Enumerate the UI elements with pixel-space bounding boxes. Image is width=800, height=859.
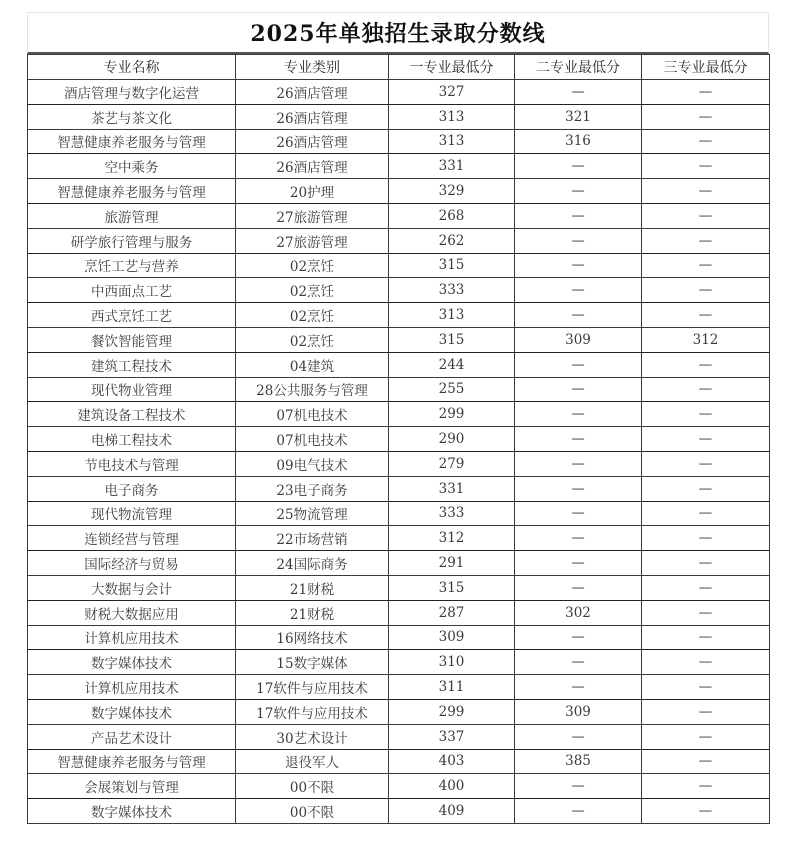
header-third-choice-min: 三专业最低分: [642, 55, 770, 80]
table-row: [28, 427, 770, 452]
header-second-choice-min: 二专业最低分: [515, 55, 642, 80]
cell-third-choice-min: —: [642, 80, 770, 105]
cell-major-name: 节电技术与管理: [28, 451, 236, 476]
cell-major-category: 00不限: [236, 774, 389, 799]
cell-major-name: 计算机应用技术: [28, 625, 236, 650]
cell-second-choice-min: —: [515, 253, 642, 278]
cell-second-choice-min: —: [515, 799, 642, 824]
cell-major-name: 烹饪工艺与营养: [28, 253, 236, 278]
cell-major-name: 现代物流管理: [28, 501, 236, 526]
cell-third-choice-min: —: [642, 526, 770, 551]
table-row: [28, 377, 770, 402]
cell-third-choice-min: —: [642, 179, 770, 204]
cell-first-choice-min: 331: [389, 154, 515, 179]
cell-third-choice-min: —: [642, 451, 770, 476]
table-row: [28, 104, 770, 129]
cell-major-category: 27旅游管理: [236, 203, 389, 228]
cell-major-name: 财税大数据应用: [28, 600, 236, 625]
header-first-choice-min: 一专业最低分: [389, 55, 515, 80]
cell-first-choice-min: 310: [389, 650, 515, 675]
cell-major-name: 电子商务: [28, 476, 236, 501]
table-row: [28, 203, 770, 228]
cell-first-choice-min: 337: [389, 724, 515, 749]
cell-major-category: 04建筑: [236, 352, 389, 377]
cell-major-category: 00不限: [236, 799, 389, 824]
cell-major-name: 智慧健康养老服务与管理: [28, 749, 236, 774]
table-row: [28, 575, 770, 600]
cell-major-category: 17软件与应用技术: [236, 675, 389, 700]
table-row: [28, 253, 770, 278]
table-row: [28, 551, 770, 576]
cell-major-name: 研学旅行管理与服务: [28, 228, 236, 253]
cell-second-choice-min: —: [515, 228, 642, 253]
table-row: [28, 699, 770, 724]
cell-second-choice-min: —: [515, 154, 642, 179]
cell-major-category: 02烹饪: [236, 327, 389, 352]
cell-first-choice-min: 309: [389, 625, 515, 650]
cell-second-choice-min: 302: [515, 600, 642, 625]
cell-major-category: 26酒店管理: [236, 104, 389, 129]
cell-first-choice-min: 409: [389, 799, 515, 824]
cell-third-choice-min: —: [642, 402, 770, 427]
cell-major-name: 餐饮智能管理: [28, 327, 236, 352]
cell-first-choice-min: 313: [389, 303, 515, 328]
cell-major-category: 07机电技术: [236, 402, 389, 427]
cell-second-choice-min: —: [515, 80, 642, 105]
cell-third-choice-min: —: [642, 278, 770, 303]
cell-first-choice-min: 287: [389, 600, 515, 625]
table-row: [28, 327, 770, 352]
cell-second-choice-min: —: [515, 625, 642, 650]
cell-third-choice-min: —: [642, 476, 770, 501]
cell-first-choice-min: 327: [389, 80, 515, 105]
cell-third-choice-min: —: [642, 724, 770, 749]
cell-third-choice-min: —: [642, 228, 770, 253]
table-row: [28, 526, 770, 551]
table-row: [28, 724, 770, 749]
cell-major-category: 22市场营销: [236, 526, 389, 551]
cell-first-choice-min: 315: [389, 253, 515, 278]
cell-second-choice-min: —: [515, 774, 642, 799]
cell-third-choice-min: —: [642, 427, 770, 452]
cell-major-name: 西式烹饪工艺: [28, 303, 236, 328]
cell-major-category: 02烹饪: [236, 303, 389, 328]
cell-major-category: 26酒店管理: [236, 129, 389, 154]
table-row: [28, 799, 770, 824]
cell-major-category: 退役军人: [236, 749, 389, 774]
cell-major-category: 28公共服务与管理: [236, 377, 389, 402]
cell-first-choice-min: 312: [389, 526, 515, 551]
cell-third-choice-min: —: [642, 501, 770, 526]
cell-major-name: 产品艺术设计: [28, 724, 236, 749]
admission-score-table: [27, 54, 770, 824]
cell-major-name: 茶艺与茶文化: [28, 104, 236, 129]
cell-second-choice-min: —: [515, 402, 642, 427]
table-row: [28, 476, 770, 501]
table-row: [28, 600, 770, 625]
cell-second-choice-min: 309: [515, 327, 642, 352]
cell-third-choice-min: —: [642, 154, 770, 179]
cell-first-choice-min: 268: [389, 203, 515, 228]
cell-third-choice-min: —: [642, 253, 770, 278]
cell-third-choice-min: —: [642, 575, 770, 600]
cell-major-category: 27旅游管理: [236, 228, 389, 253]
cell-first-choice-min: 331: [389, 476, 515, 501]
cell-second-choice-min: —: [515, 476, 642, 501]
cell-third-choice-min: —: [642, 675, 770, 700]
cell-third-choice-min: —: [642, 104, 770, 129]
cell-first-choice-min: 315: [389, 575, 515, 600]
cell-first-choice-min: 333: [389, 501, 515, 526]
cell-third-choice-min: —: [642, 203, 770, 228]
cell-first-choice-min: 400: [389, 774, 515, 799]
cell-third-choice-min: —: [642, 600, 770, 625]
table-row: [28, 402, 770, 427]
cell-major-category: 16网络技术: [236, 625, 389, 650]
cell-second-choice-min: —: [515, 377, 642, 402]
cell-major-name: 大数据与会计: [28, 575, 236, 600]
cell-third-choice-min: 312: [642, 327, 770, 352]
cell-first-choice-min: 255: [389, 377, 515, 402]
cell-major-name: 数字媒体技术: [28, 699, 236, 724]
cell-major-name: 会展策划与管理: [28, 774, 236, 799]
table-row: [28, 650, 770, 675]
cell-major-name: 中西面点工艺: [28, 278, 236, 303]
table-row: [28, 675, 770, 700]
cell-second-choice-min: —: [515, 675, 642, 700]
cell-first-choice-min: 313: [389, 104, 515, 129]
cell-major-category: 15数字媒体: [236, 650, 389, 675]
cell-major-category: 30艺术设计: [236, 724, 389, 749]
cell-second-choice-min: —: [515, 179, 642, 204]
table-row: [28, 352, 770, 377]
cell-major-category: 02烹饪: [236, 278, 389, 303]
cell-major-category: 23电子商务: [236, 476, 389, 501]
table-row: [28, 154, 770, 179]
cell-second-choice-min: 385: [515, 749, 642, 774]
table-row: [28, 303, 770, 328]
cell-first-choice-min: 291: [389, 551, 515, 576]
cell-first-choice-min: 333: [389, 278, 515, 303]
cell-third-choice-min: —: [642, 625, 770, 650]
cell-second-choice-min: —: [515, 352, 642, 377]
cell-major-name: 数字媒体技术: [28, 799, 236, 824]
cell-second-choice-min: 309: [515, 699, 642, 724]
cell-major-name: 空中乘务: [28, 154, 236, 179]
cell-major-name: 旅游管理: [28, 203, 236, 228]
table-row: [28, 501, 770, 526]
cell-major-category: 21财税: [236, 600, 389, 625]
table-row: [28, 228, 770, 253]
cell-second-choice-min: —: [515, 303, 642, 328]
cell-major-category: 09电气技术: [236, 451, 389, 476]
cell-major-name: 建筑设备工程技术: [28, 402, 236, 427]
cell-third-choice-min: —: [642, 551, 770, 576]
cell-second-choice-min: —: [515, 278, 642, 303]
cell-major-name: 建筑工程技术: [28, 352, 236, 377]
cell-second-choice-min: —: [515, 575, 642, 600]
cell-major-name: 国际经济与贸易: [28, 551, 236, 576]
cell-major-name: 酒店管理与数字化运营: [28, 80, 236, 105]
cell-second-choice-min: 321: [515, 104, 642, 129]
cell-major-category: 25物流管理: [236, 501, 389, 526]
cell-third-choice-min: —: [642, 799, 770, 824]
cell-second-choice-min: —: [515, 526, 642, 551]
cell-major-name: 计算机应用技术: [28, 675, 236, 700]
cell-third-choice-min: —: [642, 699, 770, 724]
cell-first-choice-min: 315: [389, 327, 515, 352]
header-row: [28, 55, 770, 80]
cell-major-category: 07机电技术: [236, 427, 389, 452]
cell-first-choice-min: 299: [389, 699, 515, 724]
cell-major-category: 21财税: [236, 575, 389, 600]
cell-major-category: 26酒店管理: [236, 154, 389, 179]
cell-second-choice-min: —: [515, 203, 642, 228]
table-row: [28, 749, 770, 774]
cell-second-choice-min: —: [515, 501, 642, 526]
table-row: [28, 129, 770, 154]
header-major-name: 专业名称: [28, 55, 236, 80]
score-sheet: [27, 12, 769, 824]
cell-second-choice-min: —: [515, 451, 642, 476]
cell-major-category: 20护理: [236, 179, 389, 204]
cell-major-name: 电梯工程技术: [28, 427, 236, 452]
cell-major-name: 连锁经营与管理: [28, 526, 236, 551]
cell-first-choice-min: 262: [389, 228, 515, 253]
title-row: [27, 12, 769, 54]
table-row: [28, 625, 770, 650]
page-title: 2025年单独招生录取分数线: [250, 21, 546, 47]
cell-major-category: 02烹饪: [236, 253, 389, 278]
cell-second-choice-min: —: [515, 724, 642, 749]
cell-first-choice-min: 313: [389, 129, 515, 154]
table-row: [28, 451, 770, 476]
cell-major-name: 智慧健康养老服务与管理: [28, 129, 236, 154]
cell-major-category: 24国际商务: [236, 551, 389, 576]
cell-first-choice-min: 329: [389, 179, 515, 204]
cell-second-choice-min: —: [515, 427, 642, 452]
cell-first-choice-min: 299: [389, 402, 515, 427]
table-body: [28, 80, 770, 824]
cell-third-choice-min: —: [642, 129, 770, 154]
cell-first-choice-min: 311: [389, 675, 515, 700]
cell-first-choice-min: 279: [389, 451, 515, 476]
table-row: [28, 278, 770, 303]
header-major-category: 专业类别: [236, 55, 389, 80]
cell-major-category: 26酒店管理: [236, 80, 389, 105]
cell-third-choice-min: —: [642, 749, 770, 774]
cell-third-choice-min: —: [642, 650, 770, 675]
table-row: [28, 179, 770, 204]
cell-third-choice-min: —: [642, 774, 770, 799]
cell-second-choice-min: —: [515, 551, 642, 576]
cell-first-choice-min: 290: [389, 427, 515, 452]
cell-third-choice-min: —: [642, 303, 770, 328]
table-row: [28, 774, 770, 799]
cell-third-choice-min: —: [642, 377, 770, 402]
cell-major-category: 17软件与应用技术: [236, 699, 389, 724]
cell-major-name: 数字媒体技术: [28, 650, 236, 675]
cell-first-choice-min: 244: [389, 352, 515, 377]
table-row: [28, 80, 770, 105]
cell-second-choice-min: —: [515, 650, 642, 675]
cell-major-name: 现代物业管理: [28, 377, 236, 402]
cell-major-name: 智慧健康养老服务与管理: [28, 179, 236, 204]
cell-second-choice-min: 316: [515, 129, 642, 154]
cell-third-choice-min: —: [642, 352, 770, 377]
cell-first-choice-min: 403: [389, 749, 515, 774]
